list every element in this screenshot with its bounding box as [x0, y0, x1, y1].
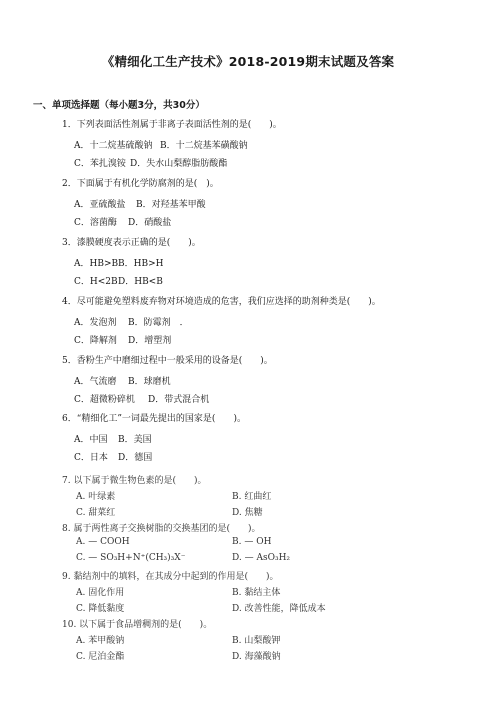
- q4-option-d: D．增塑剂: [128, 336, 172, 346]
- q1-option-d: D．失水山梨醇脂肪酸酯: [130, 159, 228, 169]
- q6-option-b: B．美国: [118, 435, 152, 445]
- question-9: 9. 黏结剂中的填料，在其成分中起到的作用是( )。: [62, 572, 279, 582]
- q3-option-a: A．HB>B: [74, 259, 119, 269]
- q9-option-c: C. 降低黏度: [76, 604, 125, 614]
- q8-option-d: D. — AsO₃H₂: [232, 553, 291, 563]
- q3-option-b: B．HB>H: [118, 259, 164, 269]
- q10-option-c: C. 尼泊金酯: [76, 652, 125, 662]
- q2-option-d: D．硝酸盐: [128, 218, 172, 228]
- q5-option-d: D．带式混合机: [148, 395, 210, 405]
- q9-option-d: D. 改善性能，降低成本: [232, 604, 326, 614]
- q9-option-b: B. 黏结主体: [232, 588, 281, 598]
- q7-option-d: D. 焦糖: [232, 508, 263, 518]
- q5-option-b: B．球磨机: [128, 377, 171, 387]
- q3-option-c: C．H<2B: [74, 277, 118, 287]
- question-5: 5．香粉生产中磨细过程中一般采用的设备是( )。: [62, 356, 273, 366]
- q1-option-b: B．十二烷基苯磺酸钠: [160, 141, 248, 151]
- q7-option-a: A. 叶绿素: [76, 492, 116, 502]
- q10-option-b: B. 山梨酸钾: [232, 636, 281, 646]
- q8-option-c: C. — SO₃H+N⁺(CH₃)₃X⁻: [76, 553, 186, 563]
- question-10: 10. 以下属于食品增稠剂的是( )。: [62, 620, 213, 630]
- question-1: 1．下列表面活性剂属于非离子表面活性剂的是( )。: [62, 120, 282, 130]
- q4-option-a: A．发泡剂: [74, 318, 117, 328]
- section-heading: 一、单项选择题（每小题3分，共30分）: [33, 100, 205, 111]
- q6-option-a: A．中国: [74, 435, 108, 445]
- q4-option-c: C．降解剂: [74, 336, 117, 346]
- question-6: 6．“精细化工”一词最先提出的国家是( )。: [62, 414, 246, 424]
- q6-option-d: D．德国: [118, 453, 153, 463]
- question-7: 7. 以下属于微生物色素的是( )。: [62, 476, 207, 486]
- q8-option-a: A. — COOH: [76, 537, 130, 547]
- q7-option-b: B. 红曲红: [232, 492, 272, 502]
- q2-option-c: C．溶菌酶: [74, 218, 117, 228]
- document-title: 《精细化工生产技术》2018-2019期末试题及答案: [101, 54, 395, 69]
- q6-option-c: C．日本: [74, 453, 108, 463]
- q2-option-a: A．亚硫酸盐: [74, 200, 126, 210]
- q9-option-a: A. 固化作用: [76, 588, 125, 598]
- q10-option-d: D. 海藻酸钠: [232, 652, 281, 662]
- question-3: 3．漆膜硬度表示正确的是( )。: [62, 238, 201, 248]
- q2-option-b: B．对羟基苯甲酸: [136, 200, 206, 210]
- q4-option-b: B．防霉剂 ．: [128, 318, 189, 328]
- question-4: 4．尽可能避免塑料废弃物对环境造成的危害，我们应选择的助剂种类是( )。: [62, 297, 381, 307]
- question-2: 2．下面属于有机化学防腐剂的是( )。: [62, 179, 219, 189]
- q5-option-a: A．气流磨: [74, 377, 117, 387]
- question-8: 8. 属于两性离子交换树脂的交换基团的是( )。: [62, 524, 261, 534]
- q3-option-d: D．HB<B: [118, 277, 163, 287]
- q1-option-c: C．苯扎溴铵: [74, 159, 126, 169]
- q5-option-c: C．超微粉碎机: [74, 395, 135, 405]
- q7-option-c: C. 甜菜红: [76, 508, 116, 518]
- q1-option-a: A．十二烷基硫酸钠: [74, 141, 153, 151]
- q10-option-a: A. 苯甲酸钠: [76, 636, 125, 646]
- q8-option-b: B. — OH: [232, 537, 272, 547]
